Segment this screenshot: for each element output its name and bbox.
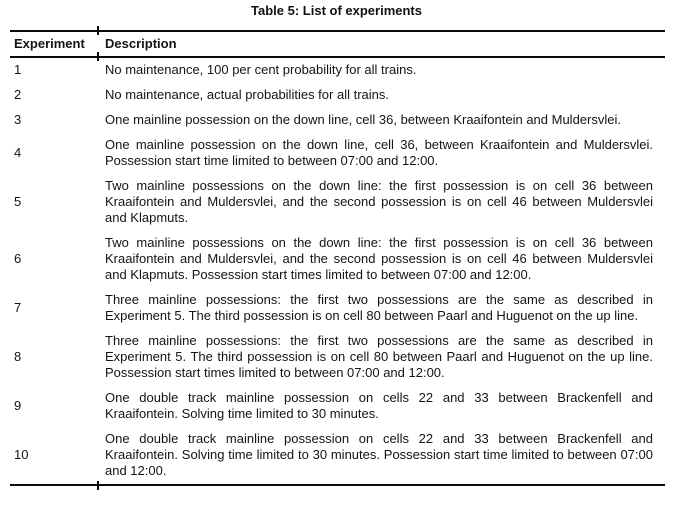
experiment-number: 4 [14,145,22,160]
table-body [10,57,665,485]
experiment-number: 6 [14,251,22,266]
experiment-description: No maintenance, 100 per cent probability for all trains. [105,62,417,77]
column-header-experiment: Experiment [10,31,98,57]
experiment-description: Three mainline possessions: the first two possessions are the same as described in Experiment 5. The third possession is on cell 80 between Paarl and Huguenot on the up line. Possession start times limited to between 07:00 and 12:00. [105,333,653,380]
table-row [10,108,665,133]
experiment-number: 1 [14,62,22,77]
experiment-description: Two mainline possessions on the down line: the first possession is on cell 36 between Kraaifontein and Muldersvlei, and the second possession is on cell 46 between Muldersvlei and Klapmuts. [105,178,653,225]
experiment-description: One double track mainline possession on cells 22 and 33 between Brackenfell and Kraaifontein. Solving time limited to 30 minutes. Possession start time limited to between 07:00 and 12:00. [98,427,665,485]
column-divider-tick-top [97,26,99,35]
column-header-description: Description [98,31,665,57]
table-header-row [10,31,665,57]
experiment-description: One double track mainline possession on cells 22 and 33 between Brackenfell and Kraaifontein. Solving time limited to 30 minutes. [105,390,653,421]
experiment-number: 5 [14,194,22,209]
experiment-number: 3 [14,112,22,127]
table-row [10,386,665,427]
table-row [10,133,665,174]
experiment-description: Two mainline possessions on the down line: the first possession is on cell 36 between Kraaifontein and Muldersvlei, and the second possession is on cell 46 between Muldersvlei and Klapmuts. Possession start times limited to between 07:00 and 12:00. [105,235,653,282]
table-row [10,427,665,485]
table-row [10,174,665,231]
column-divider-tick-header [97,52,99,61]
table-row [10,329,665,386]
table-row [10,288,665,329]
experiment-description: One mainline possession on the down line, cell 36, between Kraaifontein and Muldersvlei. Possession start time limited to between 07:00 and 12:00. [105,137,653,168]
table-row [10,231,665,288]
table-row [10,57,665,83]
experiment-description: Three mainline possessions: the first two possessions are the same as described in Experiment 5. The third possession is on cell 80 between Paarl and Huguenot on the up line. [105,292,653,323]
experiment-number: 10 [10,427,98,485]
experiment-description: One mainline possession on the down line, cell 36, between Kraaifontein and Muldersvlei. [105,112,621,127]
experiment-description: No maintenance, actual probabilities for all trains. [105,87,389,102]
experiment-number: 9 [14,398,22,413]
experiment-number: 8 [14,349,22,364]
experiment-number: 2 [14,87,22,102]
table-caption: Table 5: List of experiments [251,3,422,18]
experiments-table [10,30,665,486]
column-divider-tick-bottom [97,481,99,490]
table-row [10,83,665,108]
experiment-number: 7 [14,300,22,315]
